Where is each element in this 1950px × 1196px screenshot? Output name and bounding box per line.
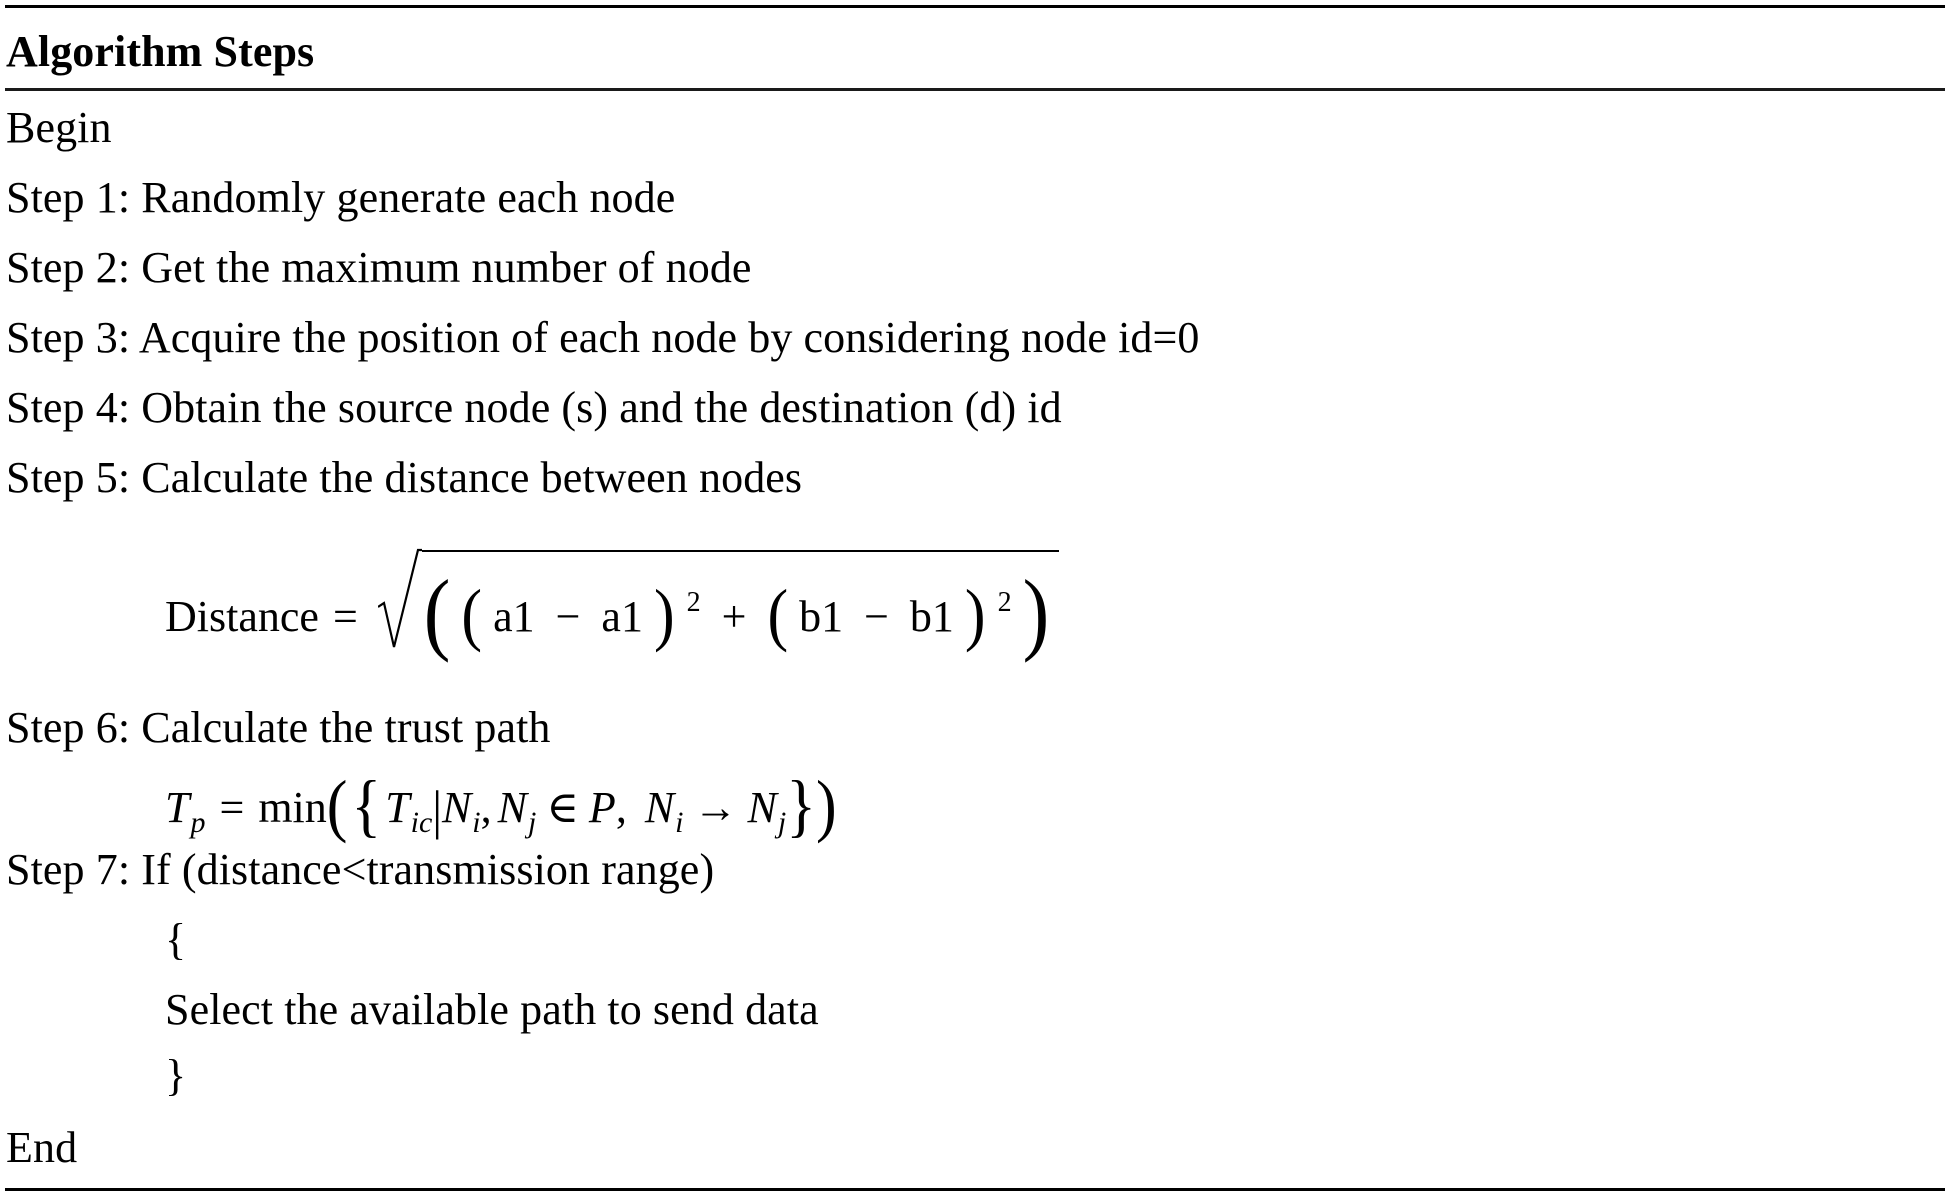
term-b1: b1 (799, 592, 844, 641)
nj-subscript: j (528, 806, 537, 839)
bottom-rule (5, 1188, 1945, 1191)
inner-open-paren-2: ( (767, 576, 789, 654)
step-1: Step 1: Randomly generate each node (6, 173, 676, 222)
formula-lhs: Distance (165, 592, 319, 641)
minus-sign-1: − (555, 592, 581, 641)
end-line: End (6, 1123, 78, 1172)
comma-2: , (615, 783, 627, 832)
step-3: Step 3: Acquire the position of each node by considering node id=0 (6, 313, 1200, 362)
open-set-brace: { (351, 767, 382, 845)
step-4: Step 4: Obtain the source node (s) and the destination (d) id (6, 383, 1062, 432)
header-rule (5, 88, 1945, 91)
step-6: Step 6: Calculate the trust path (6, 703, 551, 752)
element-of-sign: ∈ (546, 783, 579, 832)
nj-symbol-2: N (747, 783, 777, 832)
close-block-brace: } (165, 1051, 187, 1100)
comma-1: , (480, 783, 492, 832)
tic-subscript: ic (410, 806, 433, 839)
exponent-1: 2 (686, 587, 701, 618)
distance-formula (165, 562, 1059, 664)
step-2: Step 2: Get the maximum number of node (6, 243, 752, 292)
plus-sign: + (721, 592, 747, 641)
step-5: Step 5: Calculate the distance between nodes (6, 453, 803, 502)
outer-close-paren: ) (1022, 562, 1050, 664)
open-paren: ( (326, 767, 348, 845)
top-rule (5, 5, 1945, 8)
exponent-2: 2 (997, 587, 1012, 618)
min-function: min (258, 783, 327, 832)
inner-close-paren-2: ) (964, 576, 986, 654)
outer-open-paren: ( (423, 562, 451, 664)
equals-sign: = (219, 783, 245, 832)
term-a1: a1 (493, 592, 535, 641)
square-root-body (422, 562, 1059, 664)
path-set-symbol: P (588, 783, 616, 832)
begin-line: Begin (6, 103, 112, 152)
nj-subscript-2: j (777, 806, 787, 839)
inner-close-paren-1: ) (653, 576, 675, 654)
ni-symbol-2: N (644, 783, 675, 832)
action-line: Select the available path to send data (165, 985, 819, 1034)
close-set-brace: } (786, 767, 816, 845)
open-block-brace: { (165, 915, 187, 964)
tic-symbol: T (385, 783, 410, 832)
step-7: Step 7: If (distance<transmission range) (6, 845, 715, 894)
term-a1-second: a1 (601, 592, 643, 641)
ni-symbol: N (441, 783, 472, 832)
tp-subscript: p (190, 806, 206, 839)
square-root-icon (378, 541, 422, 651)
set-separator-bar: | (432, 780, 442, 841)
tp-symbol: T (165, 783, 190, 832)
ni-subscript: i (472, 806, 481, 839)
nj-symbol: N (497, 783, 527, 832)
ni-subscript-2: i (675, 806, 684, 839)
equals-sign: = (332, 592, 358, 641)
square-root-overline (422, 550, 1059, 552)
term-b1-second: b1 (909, 592, 954, 641)
table-header-title: Algorithm Steps (6, 27, 315, 76)
inner-open-paren-1: ( (461, 576, 483, 654)
close-paren: ) (815, 767, 837, 845)
minus-sign-2: − (864, 592, 889, 641)
arrow-right-icon: → (693, 783, 738, 832)
square-root (380, 562, 1059, 664)
trust-path-formula (165, 767, 837, 845)
